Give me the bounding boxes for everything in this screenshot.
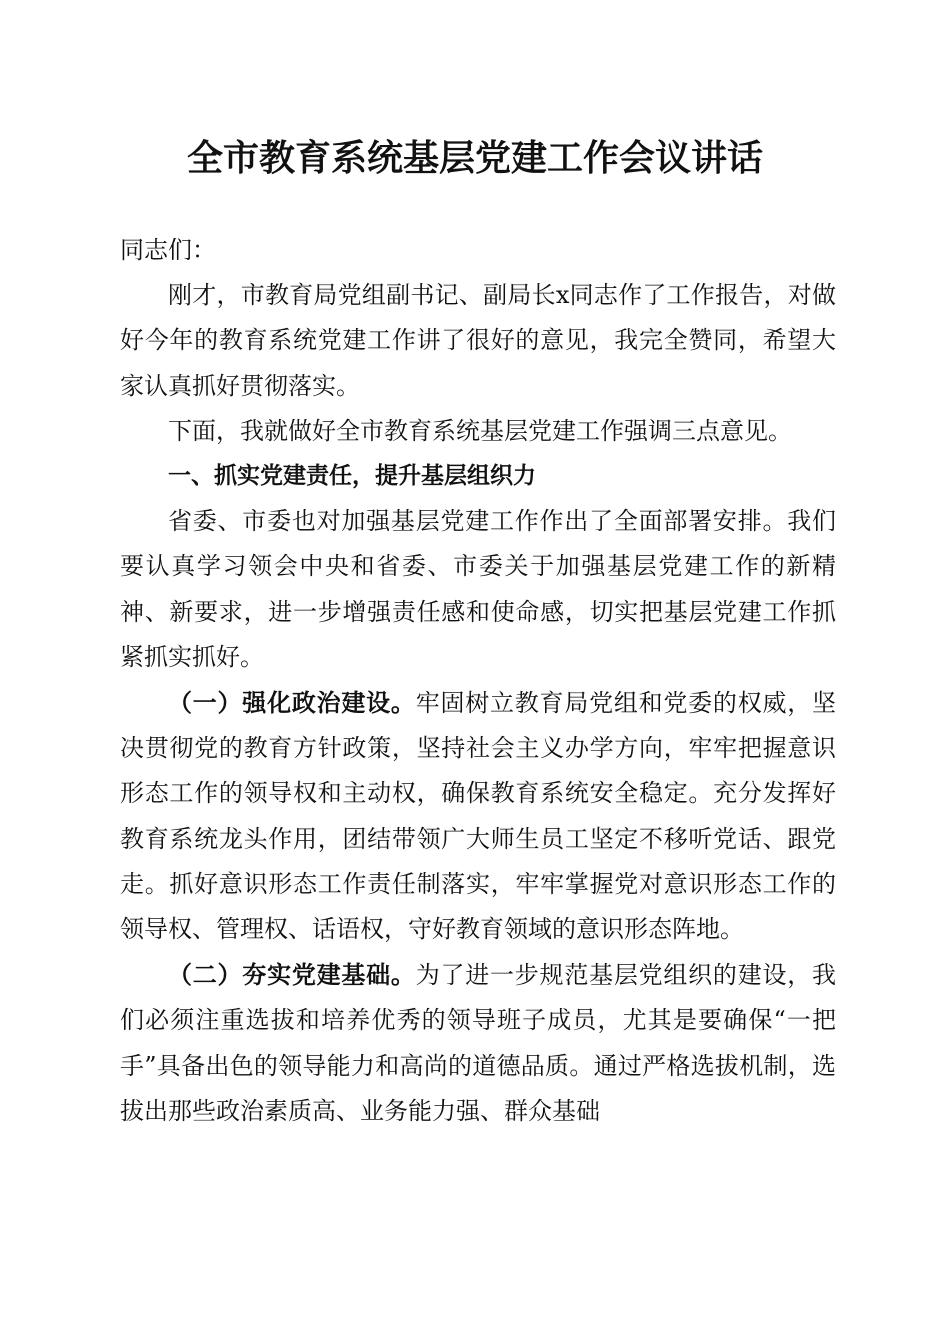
document-body <box>120 228 836 1134</box>
item-1-heading: （一）强化政治建设。 <box>168 688 416 718</box>
item-2-text: 为了进一步规范基层党组织的建设，我们必须注重选拔和培养优秀的领导班子成员，尤其是要确保“一把手”具备出色的领导能力和高尚的道德品质。通过严格选拔机制，选拔出那些政治素质高、业务能力强、群众基础 <box>120 961 837 1125</box>
paragraph-item-1 <box>120 680 836 952</box>
paragraph-section-1: 省委、市委也对加强基层党建工作作出了全面部署安排。我们要认真学习领会中央和省委、市委关于加强基层党建工作的新精神、新要求，进一步增强责任感和使命感，切实把基层党建工作抓紧抓实抓好。 <box>120 507 836 671</box>
paragraph-opening: 刚才，市教育局党组副书记、副局长x同志作了工作报告，对做好今年的教育系统党建工作讲了很好的意见，我完全赞同，希望大家认真抓好贯彻落实。 <box>120 281 836 400</box>
section-heading-1: 一、抓实党建责任，提升基层组织力 <box>168 463 536 490</box>
document-title: 全市教育系统基层党建工作会议讲话 <box>186 137 763 179</box>
paragraph-item-2 <box>120 952 836 1134</box>
salutation: 同志们： <box>120 236 216 264</box>
paragraph-intro: 下面，我就做好全市教育系统基层党建工作强调三点意见。 <box>168 416 792 445</box>
item-1-text: 牢固树立教育局党组和党委的权威，坚决贯彻党的教育方针政策，坚持社会主义办学方向，牢牢把握意识形态工作的领导权和主动权，确保教育系统安全稳定。充分发挥好教育系统龙头作用，团结带领广大师生员工坚定不移听党话、跟党走。抓好意识形态工作责任制落实，牢牢掌握党对意识形态工作的领导权、管理权、话语权，守好教育领域的意识形态阵地。 <box>120 689 837 944</box>
item-2-heading: （二）夯实党建基础。 <box>168 960 416 990</box>
